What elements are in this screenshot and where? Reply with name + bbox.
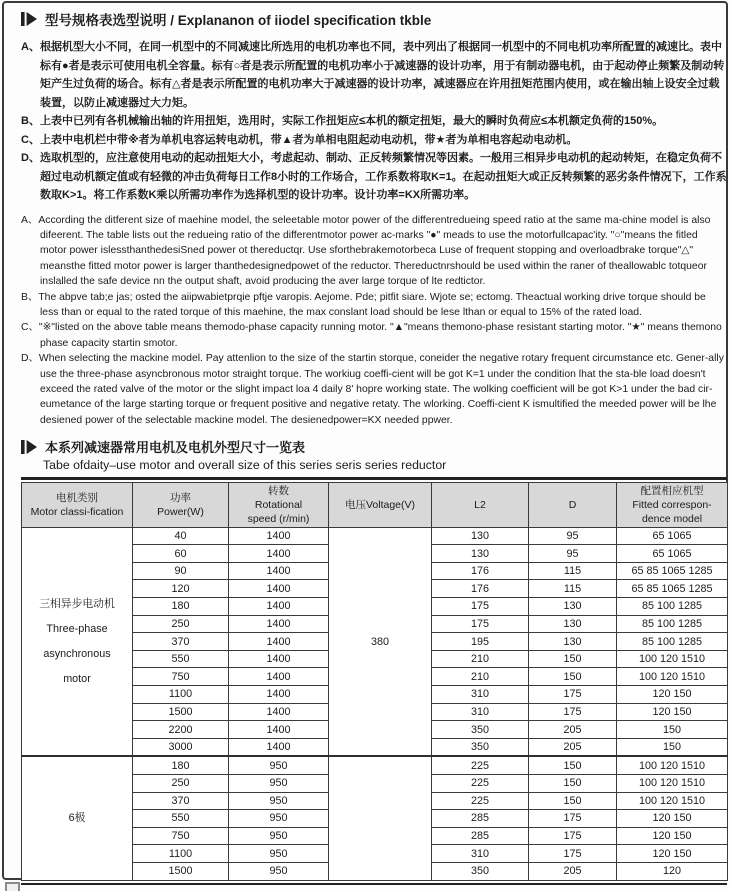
note-text: 根据机型大小不同，在同一机型中的不同减速比所选用的电机功率也不同，表中列出了根据同一机型中的不同电机功率所配置的减速比。表中标有●者是表示可使用电机全容量。标有○者是表示所配置的电机功率小于减速器的设计功率，用于有制动器电机，由于起动停止频繁及制动转矩产生过负荷的场合。标有△者是表示所配置的电机功率大于减速器的设计功率，减速器应在许用扭矩范围内使用，或在输出轴上设安全过载装置，以防止减速器过大力矩。 <box>39 41 725 109</box>
table-row <box>22 527 728 545</box>
d-cell: 150 <box>529 668 617 686</box>
power-cell: 40 <box>133 527 229 545</box>
speed-cell: 1400 <box>229 738 329 756</box>
d-cell: 150 <box>529 756 617 774</box>
note-text: "※"listed on the above table means themodo-phase capacity running motor. "▲"means themono-phase resistant starting motor. "★" means themono phase capacity startin smotor. <box>38 322 722 349</box>
speed-cell: 950 <box>229 827 329 845</box>
l2-cell: 210 <box>432 668 529 686</box>
speed-cell: 1400 <box>229 721 329 739</box>
l2-cell: 350 <box>432 738 529 756</box>
l2-cell: 130 <box>432 527 529 545</box>
note-text: When selecting the mackine model. Pay attenlion to the size of the startin storque, coneider the negative rotary frequent circumstance etc. Gener-ally use the three-phase asyncbronous motor straight torque. The workiug coeffi-cient will be got K=1 under the condition lhat the sta-ble load doesn't exceed the rated valve of the motor or the slight impact loa 4 daily 8' hopre working state. The wolking coefficient will be got K>1 under the bad cir-eumetance of the large starting torque or frequent positive and negative retaty. The wlorking. Coeffi-cient K ismultified the meeded power will be lhe desiened power of the selectable mackine model. The desienedpower=KX needed ppwer. <box>38 353 724 426</box>
double-arrow-icon <box>21 12 38 26</box>
notes-english <box>21 213 727 429</box>
d-cell: 175 <box>529 686 617 704</box>
motor-type-cell: 6极 <box>22 756 133 880</box>
note-label: C、 <box>21 322 39 334</box>
table-top-rule <box>21 477 727 480</box>
power-cell: 250 <box>133 615 229 633</box>
d-cell: 175 <box>529 703 617 721</box>
speed-cell: 1400 <box>229 580 329 598</box>
note-label: A、 <box>21 41 40 53</box>
model-cell: 65 85 1065 1285 <box>617 580 728 598</box>
d-cell: 205 <box>529 721 617 739</box>
speed-cell: 1400 <box>229 668 329 686</box>
power-cell: 370 <box>133 792 229 810</box>
note-label: D、 <box>21 353 39 365</box>
model-cell: 100 120 1510 <box>617 668 728 686</box>
section2-title <box>21 437 727 472</box>
speed-cell: 1400 <box>229 703 329 721</box>
note-label: B、 <box>21 115 40 127</box>
note-text: 选取机型的，应注意使用电动的起动扭矩大小，考虑起动、制动、正反转频繁情况等因素。一般用三相异步电动机的起动转矩，在稳定负荷不超过电动机额定值或有轻微的冲击负荷每日工作8小时的工作场合，工作系数将取K=1。在起动扭矩大或正反转频繁的恶劣条件情况下，工作系数取K>1。将工作系数K乘以所需功率作为选择机型的设计功率。设计功率=KX所需功率。 <box>39 152 727 201</box>
l2-cell: 285 <box>432 810 529 828</box>
model-cell: 65 85 1065 1285 <box>617 562 728 580</box>
note-text: 上表中已列有各机械输出轴的许用扭矩，选用时，实际工作扭矩应≤本机的额定扭矩，最大的瞬时负荷应≤本机额定负荷的150%。 <box>39 115 664 127</box>
l2-cell: 195 <box>432 633 529 651</box>
d-cell: 175 <box>529 845 617 863</box>
voltage-cell: 380 <box>329 527 432 756</box>
speed-cell: 950 <box>229 756 329 774</box>
model-cell: 85 100 1285 <box>617 615 728 633</box>
d-cell: 130 <box>529 598 617 616</box>
header-cell-d: D <box>529 482 617 527</box>
model-cell: 150 <box>617 721 728 739</box>
note-text: The abpve tab;e jas; osted the aiipwabietprqie pftje varopis. Aejome. Pde; pitfit siare. Wjote se; ectomg. Theactual working drive torque should be less than or equal to the rated torque of this maehine, the max conslant load should be lese lthan or equal to 15% of the rated load. <box>38 291 706 318</box>
note-en-d <box>21 351 727 428</box>
model-cell: 120 150 <box>617 845 728 863</box>
l2-cell: 175 <box>432 615 529 633</box>
power-cell: 120 <box>133 580 229 598</box>
model-cell: 120 150 <box>617 703 728 721</box>
page-footer-mark <box>5 882 20 891</box>
speed-cell: 1400 <box>229 615 329 633</box>
power-cell: 550 <box>133 810 229 828</box>
power-cell: 550 <box>133 650 229 668</box>
model-cell: 150 <box>617 738 728 756</box>
note-en-c <box>21 320 727 351</box>
d-cell: 150 <box>529 650 617 668</box>
d-cell: 115 <box>529 562 617 580</box>
spec-table-body <box>22 527 728 880</box>
motor-type-cell: 三相异步电动机 Three-phase asynchronous motor <box>22 527 133 756</box>
power-cell: 250 <box>133 775 229 793</box>
spec-table-head <box>22 482 728 527</box>
d-cell: 95 <box>529 527 617 545</box>
power-cell: 750 <box>133 668 229 686</box>
d-cell: 175 <box>529 827 617 845</box>
l2-cell: 225 <box>432 792 529 810</box>
model-cell: 65 1065 <box>617 545 728 563</box>
header-row <box>22 482 728 527</box>
motor-spec-table <box>21 482 728 881</box>
d-cell: 130 <box>529 615 617 633</box>
note-label: A、 <box>21 214 39 226</box>
header-cell-model: 配置相应机型 Fitted correspon- dence model <box>617 482 728 527</box>
l2-cell: 310 <box>432 686 529 704</box>
d-cell: 130 <box>529 633 617 651</box>
speed-cell: 1400 <box>229 545 329 563</box>
l2-cell: 176 <box>432 580 529 598</box>
d-cell: 150 <box>529 792 617 810</box>
model-cell: 120 150 <box>617 686 728 704</box>
section1-title <box>21 9 727 29</box>
power-cell: 180 <box>133 598 229 616</box>
speed-cell: 950 <box>229 862 329 880</box>
speed-cell: 950 <box>229 810 329 828</box>
speed-cell: 1400 <box>229 562 329 580</box>
speed-cell: 1400 <box>229 633 329 651</box>
voltage-cell <box>329 756 432 880</box>
power-cell: 180 <box>133 756 229 774</box>
model-cell: 120 <box>617 862 728 880</box>
power-cell: 750 <box>133 827 229 845</box>
power-cell: 1100 <box>133 845 229 863</box>
notes-chinese <box>21 38 727 205</box>
power-cell: 60 <box>133 545 229 563</box>
model-cell: 85 100 1285 <box>617 598 728 616</box>
note-zh-c <box>21 131 727 150</box>
power-cell: 1100 <box>133 686 229 704</box>
header-cell-voltage: 电压Voltage(V) <box>329 482 432 527</box>
power-cell: 1500 <box>133 862 229 880</box>
model-cell: 120 150 <box>617 827 728 845</box>
power-cell: 1500 <box>133 703 229 721</box>
d-cell: 175 <box>529 810 617 828</box>
note-label: D、 <box>21 152 40 164</box>
model-cell: 100 120 1510 <box>617 650 728 668</box>
model-cell: 100 120 1510 <box>617 756 728 774</box>
speed-cell: 1400 <box>229 598 329 616</box>
header-cell-speed: 转数 Rotational speed (r/min) <box>229 482 329 527</box>
model-cell: 100 120 1510 <box>617 792 728 810</box>
l2-cell: 350 <box>432 862 529 880</box>
note-zh-b <box>21 112 727 131</box>
speed-cell: 1400 <box>229 650 329 668</box>
header-cell-motor-class: 电机类别 Motor classi-fication <box>22 482 133 527</box>
speed-cell: 950 <box>229 792 329 810</box>
l2-cell: 285 <box>432 827 529 845</box>
power-cell: 370 <box>133 633 229 651</box>
note-zh-a <box>21 38 727 112</box>
l2-cell: 310 <box>432 845 529 863</box>
d-cell: 95 <box>529 545 617 563</box>
power-cell: 2200 <box>133 721 229 739</box>
speed-cell: 1400 <box>229 686 329 704</box>
note-label: C、 <box>21 133 40 146</box>
power-cell: 3000 <box>133 738 229 756</box>
header-cell-power: 功率 Power(W) <box>133 482 229 527</box>
section2-title-en: Tabe ofdaity–use motor and overall size of this series seris series reductor <box>43 458 447 473</box>
l2-cell: 176 <box>432 562 529 580</box>
model-cell: 65 1065 <box>617 527 728 545</box>
l2-cell: 225 <box>432 756 529 774</box>
model-cell: 85 100 1285 <box>617 633 728 651</box>
l2-cell: 210 <box>432 650 529 668</box>
l2-cell: 350 <box>432 721 529 739</box>
l2-cell: 175 <box>432 598 529 616</box>
model-cell: 120 150 <box>617 810 728 828</box>
speed-cell: 950 <box>229 775 329 793</box>
note-text: 上表中电机栏中带※者为单机电容运转电动机，带▲者为单相电阻起动电动机，带★者为单相电容起动电动机。 <box>39 133 578 146</box>
section2-title-zh-row <box>21 437 727 456</box>
speed-cell: 950 <box>229 845 329 863</box>
table-bottom-rule <box>21 883 727 886</box>
header-cell-l2: L2 <box>432 482 529 527</box>
d-cell: 205 <box>529 738 617 756</box>
section2-title-zh: 本系列减速器常用电机及电机外型尺寸一览表 <box>45 440 306 456</box>
l2-cell: 310 <box>432 703 529 721</box>
l2-cell: 130 <box>432 545 529 563</box>
section1-title-text: 型号规格表选型说明 / Explananon of iiodel specification tkble <box>45 13 432 28</box>
double-arrow-icon <box>21 440 38 454</box>
note-text: According the ditferent size of maehine model, the seleetable motor power of the differentredueing speed ratio at the same ma-chine model is also difeerent. The table lists out the redueing ratio of the differentmotor power ac-marks "●" meads to use the motorfullcapac'ity. "○"means the fitled motor power islessthanthedesiSned power ot thereductqr. Use sforthebrakemotorbeca Luse of frequent stopping and overloadbrake torque"△" meansthe fitted motor power is larger thanthedesignedpowet of the reductor. Thereductnrshould be used within the raner of theallowablc totqueor inslalled the safe device nn the output shaft, avoid producing the aver large torque of lte redtictor. <box>38 214 711 288</box>
note-en-b <box>21 290 727 321</box>
table-row <box>22 756 728 774</box>
l2-cell: 225 <box>432 775 529 793</box>
note-en-a <box>21 213 727 290</box>
d-cell: 205 <box>529 862 617 880</box>
note-zh-d <box>21 149 727 205</box>
power-cell: 90 <box>133 562 229 580</box>
d-cell: 150 <box>529 775 617 793</box>
d-cell: 115 <box>529 580 617 598</box>
model-cell: 100 120 1510 <box>617 775 728 793</box>
speed-cell: 1400 <box>229 527 329 545</box>
note-label: B、 <box>21 291 39 303</box>
